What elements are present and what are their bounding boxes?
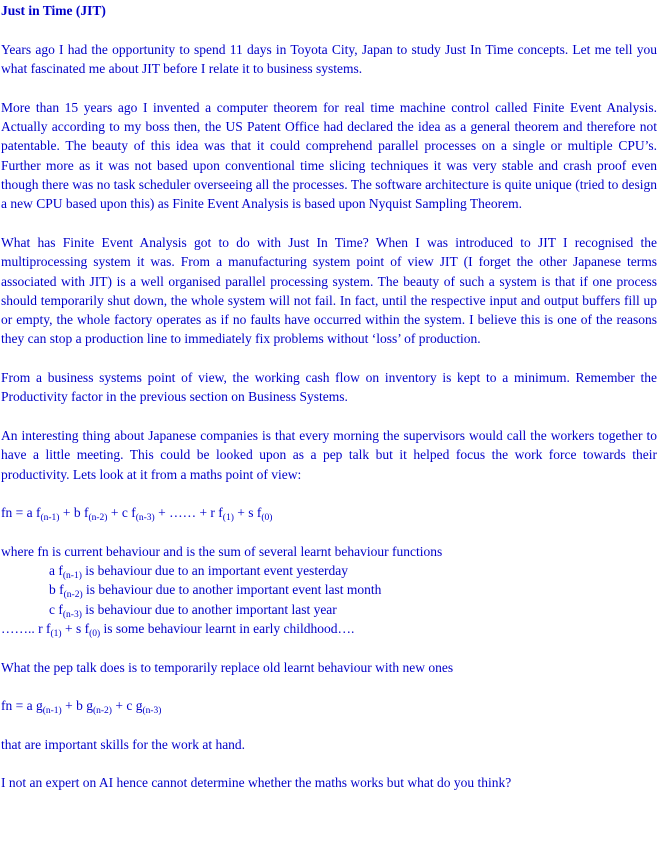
- paragraph-jit-multiprocessing: What has Finite Event Analysis got to do with Just In Time? When I was introduced to JIT I recognised the multiprocessing system it was. From a manufacturing system point of view JIT (I forget the other Japanese terms associated with JIT) is a well organised parallel processing system. The beauty of such a system is that if one process should temporarily shut down, the whole system will not fail. In fact, until the respective input and output buffers fill up or empty, the whole factory operates as if no faults have occurred within the system. I believe this is one of the reasons they can stop a production line to immediately fix problems without ‘loss’ of production.: [1, 234, 657, 347]
- paragraph-cash-flow: From a business systems point of view, the working cash flow on inventory is kept to a minimum. Remember the Productivity factor in the previous section on Business Systems.: [1, 370, 657, 405]
- paragraph-toyota-visit: Years ago I had the opportunity to spend 11 days in Toyota City, Japan to study Just In Time concepts. Let me tell you what fascinated me about JIT before I relate it to business systems.: [1, 42, 657, 77]
- paragraph-pep-talk: What the pep talk does is to temporarily replace old learnt behaviour with new ones: [1, 659, 454, 675]
- paragraph-finite-event-analysis: More than 15 years ago I invented a computer theorem for real time machine control called Finite Event Analysis. Actually according to my boss then, the US Patent Office had declared the idea as a general theorem and therefore not patentable. The beauty of this idea was that it could comprehend parallel processes on a single or multiple CPU’s. Further more as it was not based upon conventional time slicing techniques it was very stable and crash proof even though there was no task scheduler overseeing all the processes. The software architecture is quite unique (tried to design a new CPU based upon this) as Finite Event Analysis is based upon Nyquist Sampling Theorem.: [1, 99, 657, 212]
- definition-row: b $f_{(n-2)}$ is behaviour due to another important event last month: [49, 582, 382, 601]
- behaviour-definitions: [1, 542, 657, 638]
- definitions-intro: where fn is current behaviour and is the sum of several learnt behaviour functions: [1, 543, 443, 559]
- paragraph-skills: that are important skills for the work at hand.: [1, 736, 246, 752]
- equation-behaviour-g: fn = a $g_{(n-1)} + b$ $g_{(n-2)} + c$ $g_{(n-3)}$: [1, 698, 162, 717]
- definition-row: c $f_{(n-3)}$ is behaviour due to another important last year: [49, 601, 337, 620]
- paragraph-morning-meeting: An interesting thing about Japanese companies is that every morning the supervisors would call the workers together to have a little meeting. This could be looked upon as a pep talk but it helped focus the work force towards their productivity. Lets look at it from a maths point of view:: [1, 427, 657, 482]
- definition-row: …….. r $f_{(1)} + s$ $f_{(0)}$ is some behaviour learnt in early childhood….: [1, 620, 355, 639]
- page-title: Just in Time (JIT): [1, 3, 106, 18]
- paragraph-closing-question: I not an expert on AI hence cannot determine whether the maths works but what do you think?: [1, 775, 512, 791]
- equation-behaviour-f: fn = a $f_{(n-1)} + b$ $f_{(n-2)} + c$ $f_{(n-3)}$ + …… + r $f_{(1)} + s$ $f_{(0)}$: [1, 505, 273, 524]
- definition-row: a $f_{(n-1)}$ is behaviour due to an important event yesterday: [49, 563, 349, 582]
